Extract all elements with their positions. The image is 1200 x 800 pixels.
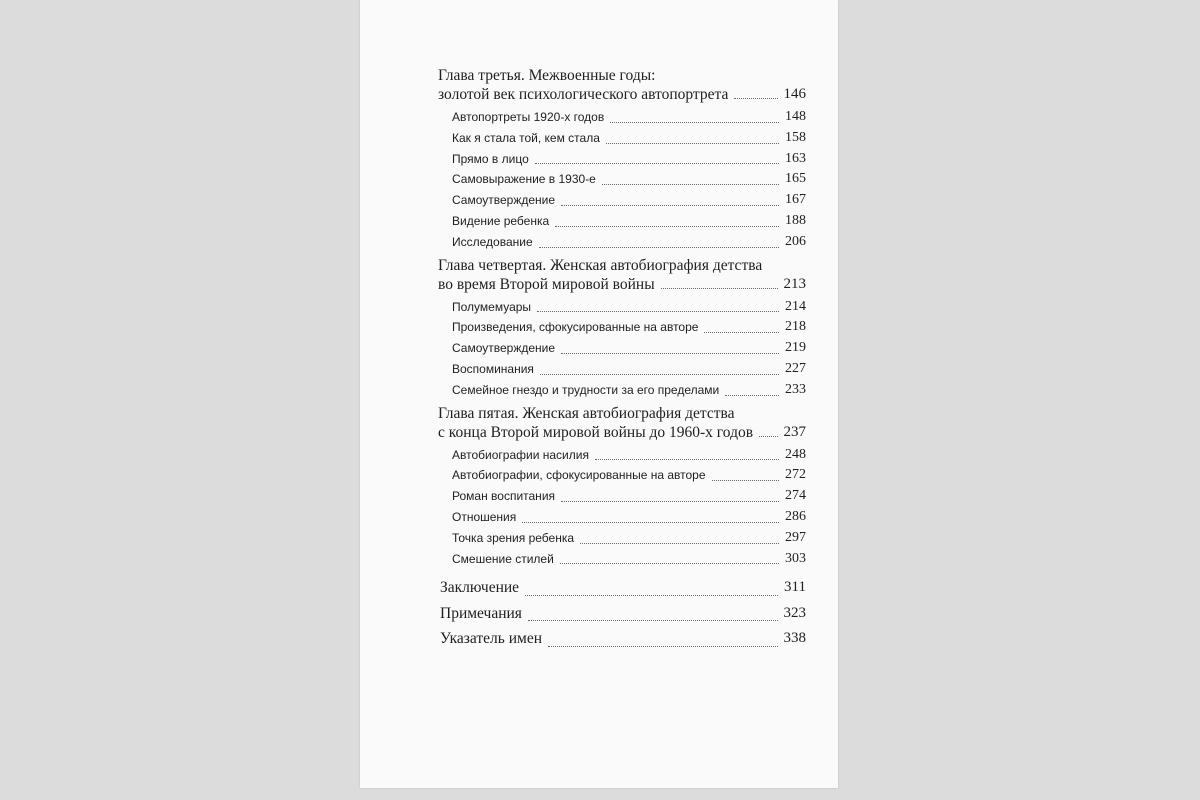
- dot-leader: [602, 184, 779, 185]
- section-entry[interactable]: [438, 190, 806, 211]
- section-title: Прямо в лицо: [452, 151, 529, 166]
- section-entry[interactable]: [438, 549, 806, 570]
- dot-leader: [537, 311, 779, 312]
- section-entry[interactable]: [438, 445, 806, 466]
- page-number: 297: [785, 529, 806, 545]
- page-number: 213: [783, 275, 806, 292]
- section-entry[interactable]: [438, 149, 806, 170]
- chapter-entry[interactable]: [438, 85, 806, 104]
- page-number: 338: [783, 630, 806, 647]
- page-number: 274: [785, 488, 806, 504]
- back-matter-title: Указатель имен: [440, 630, 542, 648]
- dot-leader: [704, 332, 779, 333]
- page-number: 303: [785, 550, 806, 566]
- page-number: 272: [785, 467, 806, 483]
- page-number: 148: [785, 109, 806, 124]
- section-entry[interactable]: [438, 380, 806, 401]
- section-title: Отношения: [452, 509, 517, 524]
- chapter-entry[interactable]: [438, 423, 806, 442]
- section-entry[interactable]: [438, 128, 806, 149]
- dot-leader: [535, 163, 779, 164]
- chapter-entry[interactable]: [438, 275, 806, 294]
- book-page: [360, 0, 838, 788]
- section-title: Автобиографии насилия: [452, 447, 589, 462]
- dot-leader: [759, 436, 777, 437]
- section-entry[interactable]: [438, 297, 806, 318]
- dot-leader: [734, 98, 777, 99]
- section-entry[interactable]: [438, 232, 806, 253]
- chapter-title-last-line: во время Второй мировой войны: [438, 275, 655, 293]
- page-number: 165: [785, 171, 806, 187]
- chapter-title-line: Глава пятая. Женская автобиография детства: [438, 404, 735, 422]
- page-number: 311: [784, 579, 806, 596]
- chapter-block: [438, 404, 806, 570]
- section-title: Самоутверждение: [452, 341, 556, 356]
- dot-leader: [561, 501, 779, 502]
- back-matter-title: Примечания: [440, 604, 522, 622]
- dot-leader: [525, 595, 778, 596]
- section-entry[interactable]: [438, 359, 806, 380]
- section-entry[interactable]: [438, 465, 806, 486]
- page-number: 188: [785, 212, 806, 228]
- section-entry[interactable]: [438, 169, 806, 190]
- chapter-block: [438, 256, 806, 401]
- dot-leader: [712, 480, 779, 481]
- section-entry[interactable]: [438, 507, 806, 528]
- chapter-title-last-line: с конца Второй мировой войны до 1960-х годов: [438, 423, 754, 441]
- page-number: 163: [785, 150, 806, 166]
- page-number: 214: [785, 298, 806, 314]
- back-matter-entry[interactable]: [438, 601, 806, 627]
- back-matter-title: Заключение: [440, 579, 520, 597]
- section-title: Воспоминания: [452, 361, 534, 376]
- section-title: Автобиографии, сфокусированные на авторе: [452, 468, 706, 483]
- section-entry[interactable]: [438, 317, 806, 338]
- dot-leader: [539, 247, 779, 248]
- back-matter: [438, 575, 806, 652]
- dot-leader: [522, 522, 779, 523]
- section-title: Роман воспитания: [452, 489, 556, 504]
- page-number: 146: [783, 86, 806, 102]
- section-title: Произведения, сфокусированные на авторе: [452, 320, 699, 335]
- table-of-contents: [438, 66, 806, 652]
- section-title: Полумемуары: [452, 299, 532, 314]
- section-entry[interactable]: [438, 486, 806, 507]
- dot-leader: [661, 288, 778, 289]
- dot-leader: [548, 646, 778, 647]
- page-number: 286: [785, 508, 806, 524]
- page-number: 227: [785, 360, 806, 376]
- chapter-title-line: Глава четвертая. Женская автобиография детства: [438, 256, 763, 274]
- section-title: Смешение стилей: [452, 551, 554, 566]
- section-title: Точка зрения ребенка: [452, 530, 575, 545]
- page-number: 206: [785, 233, 806, 249]
- page-number: 237: [783, 423, 806, 440]
- section-title: Семейное гнездо и трудности за его пределами: [452, 382, 720, 397]
- chapter-title-line: Глава третья. Межвоенные годы:: [438, 67, 656, 84]
- dot-leader: [561, 353, 779, 354]
- page-number: 158: [785, 129, 806, 145]
- dot-leader: [595, 459, 779, 460]
- dot-leader: [555, 226, 779, 227]
- page-number: 233: [785, 381, 806, 397]
- page-number: 323: [783, 604, 806, 621]
- back-matter-entry[interactable]: [438, 626, 806, 652]
- dot-leader: [610, 122, 779, 123]
- dot-leader: [560, 563, 779, 564]
- dot-leader: [725, 395, 779, 396]
- section-title: Самовыражение в 1930-е: [452, 172, 596, 187]
- dot-leader: [528, 620, 778, 621]
- back-matter-entry[interactable]: [438, 575, 806, 601]
- dot-leader: [540, 374, 779, 375]
- page-number: 167: [785, 192, 806, 208]
- section-title: Как я стала той, кем стала: [452, 130, 600, 145]
- dot-leader: [561, 205, 779, 206]
- section-entry[interactable]: [438, 338, 806, 359]
- dot-leader: [606, 143, 779, 144]
- section-title: Самоутверждение: [452, 193, 556, 208]
- section-title: Автопортреты 1920-х годов: [452, 110, 605, 124]
- section-entry[interactable]: [438, 211, 806, 232]
- page-number: 219: [785, 340, 806, 356]
- section-title: Исследование: [452, 234, 533, 249]
- dot-leader: [580, 543, 779, 544]
- section-entry[interactable]: [438, 528, 806, 549]
- section-title: Видение ребенка: [452, 213, 550, 228]
- page-number: 248: [785, 446, 806, 462]
- chapter-title-last-line: золотой век психологического автопортрета: [438, 86, 729, 103]
- page-number: 218: [785, 319, 806, 335]
- section-entry[interactable]: [438, 107, 806, 128]
- chapter-block: [438, 66, 806, 253]
